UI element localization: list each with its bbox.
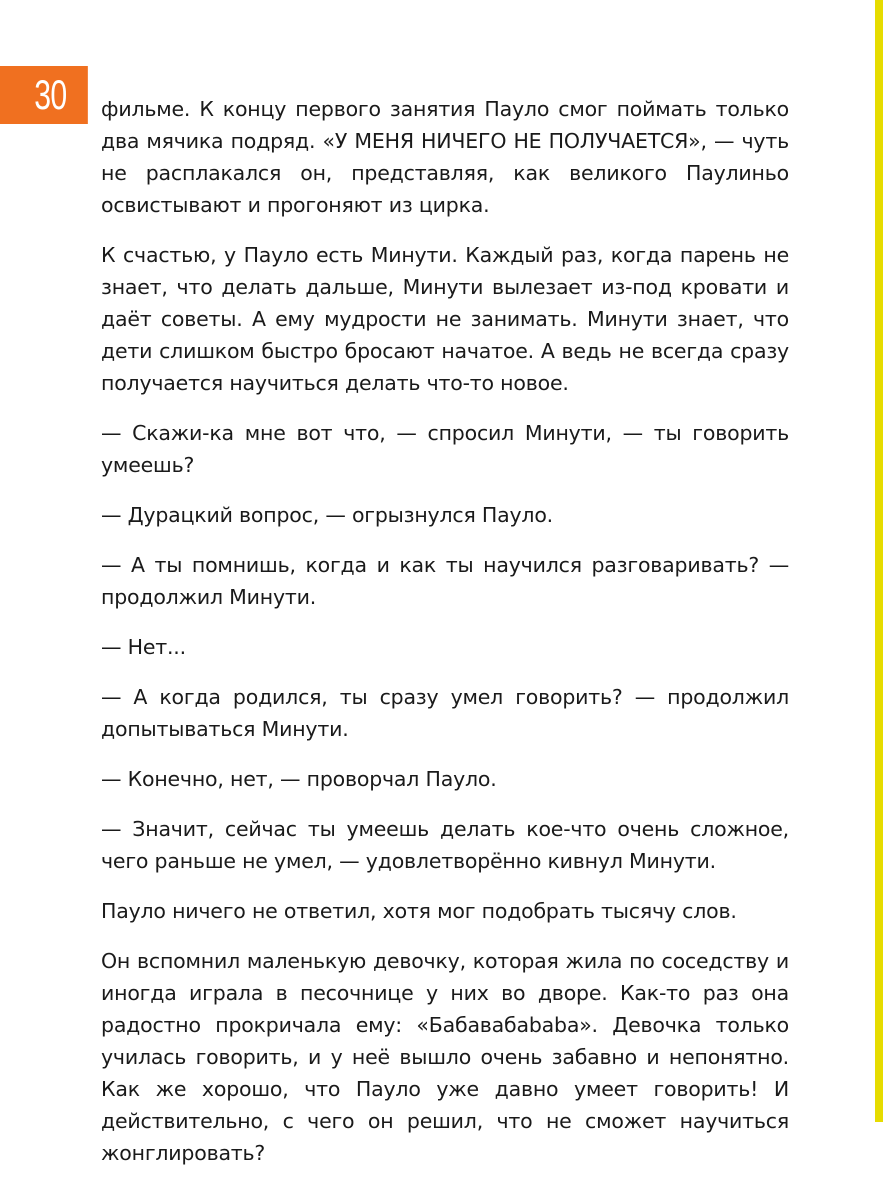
paragraph: — Дурацкий вопрос, — огрызнулся Пауло. bbox=[101, 503, 553, 527]
paragraph: фильме. К концу первого занятия Пауло смог поймать только два мячика подряд. «У МЕНЯ НИЧЕГО НЕ ПОЛУЧАЕТСЯ», — чуть не расплакался он, представляя, как великого Паулиньо освистывают и прогоняют из цирка. bbox=[101, 97, 789, 217]
paragraph: — А когда родился, ты сразу умел говорить? — продолжил допытываться Минути. bbox=[101, 685, 789, 741]
page-number: 30 bbox=[0, 66, 88, 124]
paragraph: — Значит, сейчас ты умеешь делать кое-что очень сложное, чего раньше не умел, — удовлетворённо кивнул Минути. bbox=[101, 817, 789, 873]
body-text bbox=[101, 93, 789, 1187]
paragraph: — Нет... bbox=[101, 635, 186, 659]
paragraph: Он вспомнил маленькую девочку, которая жила по соседству и иногда играла в песочнице у них во дворе. Как-то раз она радостно прокричала ему: «Бабавабababa». Девочка только училась говорить, и у неё вышло очень забавно и непонятно. Как же хорошо, что Пауло уже давно умеет говорить! И действительно, с чего он решил, что не сможет научиться жонглировать? bbox=[101, 949, 789, 1165]
paragraph: К счастью, у Пауло есть Минути. Каждый раз, когда парень не знает, что делать дальше, Минути вылезает из-под кровати и даёт советы. А ему мудрости не занимать. Минути знает, что дети слишком быстро бросают начатое. А ведь не всегда сразу получается научиться делать что-то новое. bbox=[101, 243, 789, 395]
paragraph: Пауло ничего не ответил, хотя мог подобрать тысячу слов. bbox=[101, 899, 737, 923]
paragraph: — А ты помнишь, когда и как ты научился разговаривать? — продолжил Минути. bbox=[101, 553, 789, 609]
paragraph: — Скажи-ка мне вот что, — спросил Минути, — ты говорить умеешь? bbox=[101, 421, 789, 477]
paragraph: — Конечно, нет, — проворчал Пауло. bbox=[101, 767, 497, 791]
edge-stripe bbox=[875, 0, 883, 1122]
